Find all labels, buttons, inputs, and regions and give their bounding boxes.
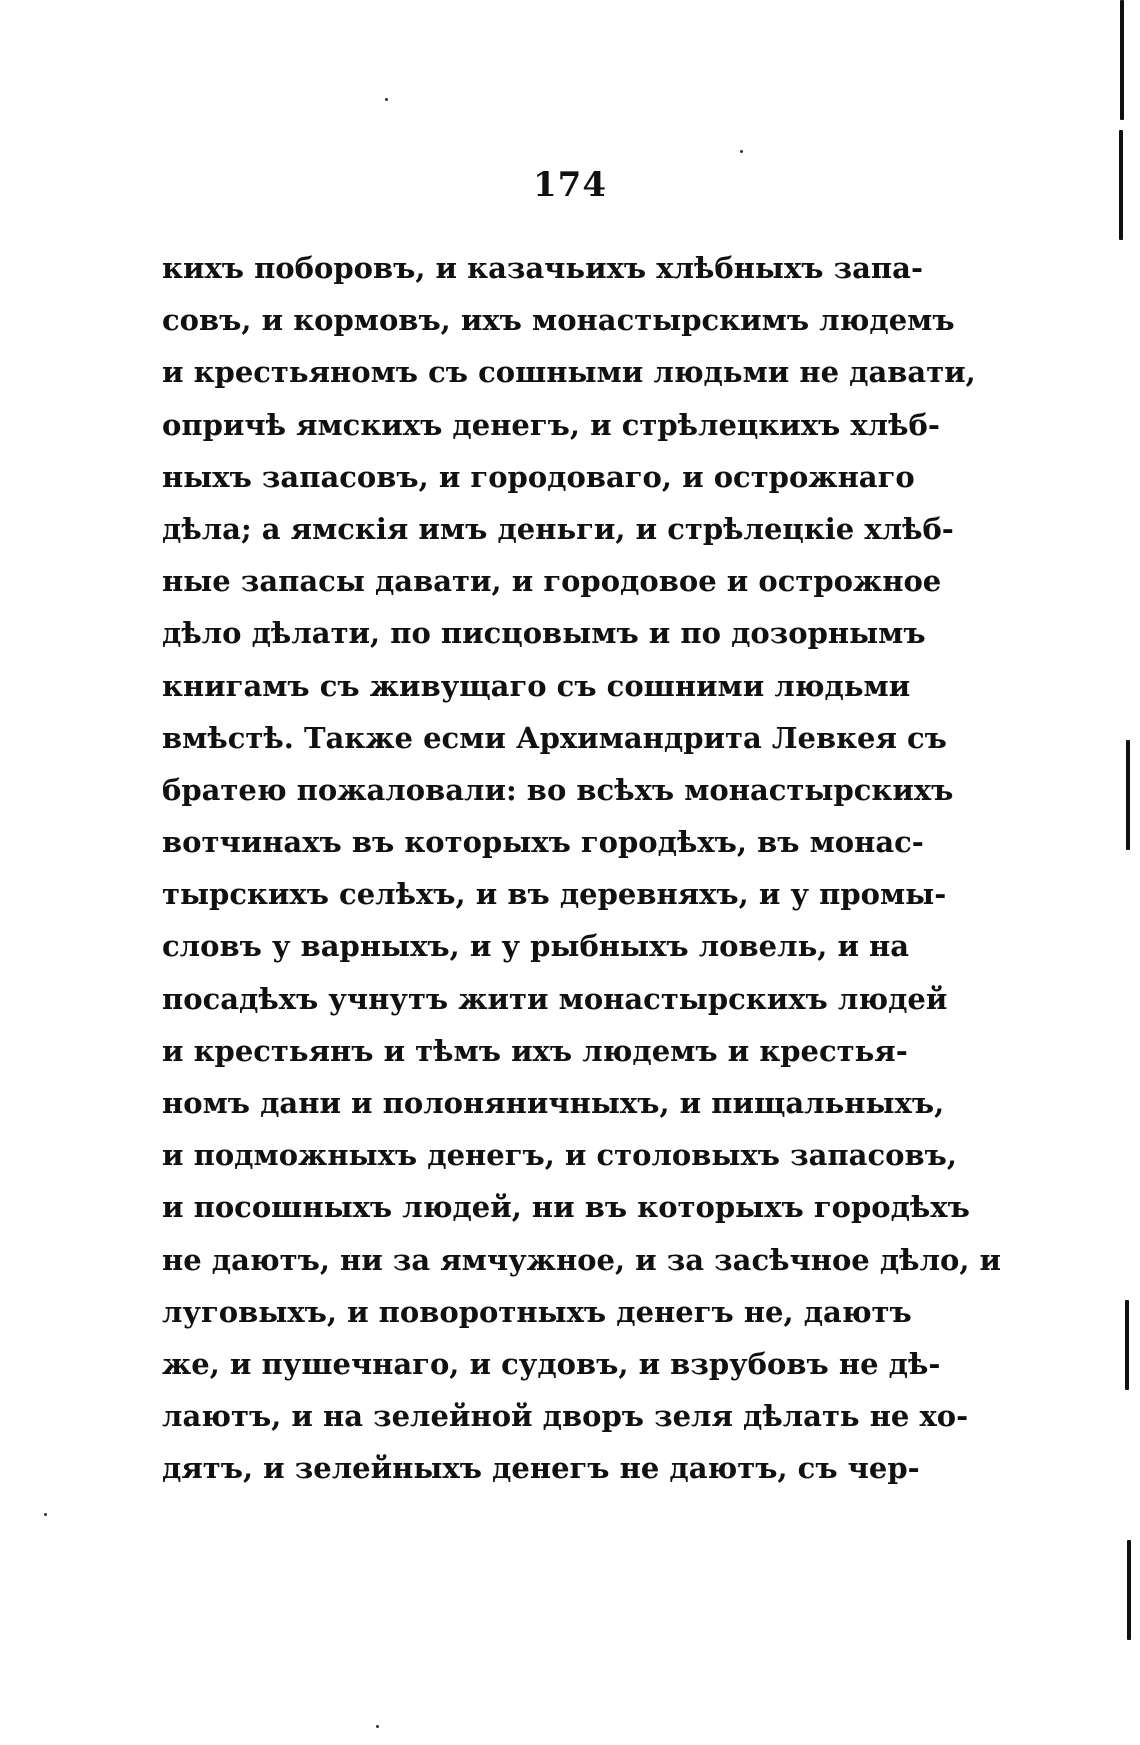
text-line: дѣло дѣлати, по писцовымъ и по дозорнымъ (162, 616, 926, 651)
text-line: и посошныхъ людей, ни въ которыхъ городѣхъ (162, 1190, 970, 1225)
text-line: тырскихъ селѣхъ, и въ деревняхъ, и у промы- (162, 877, 947, 912)
scan-edge-mark (1119, 130, 1123, 240)
text-line: словъ у варныхъ, и у рыбныхъ ловель, и на (162, 929, 910, 964)
text-line: дятъ, и зелейныхъ денегъ не даютъ, съ чер- (162, 1451, 920, 1486)
text-line: опричѣ ямскихъ денегъ, и стрѣлецкихъ хлѣб- (162, 407, 940, 442)
text-line: не даютъ, ни за ямчужное, и за засѣчное дѣло, и (162, 1242, 1002, 1277)
page-number: 174 (533, 165, 607, 205)
text-line: посадѣхъ учнутъ жити монастырскихъ людей (162, 981, 948, 1016)
text-line: номъ дани и полоняничныхъ, и пищальныхъ, (162, 1086, 945, 1120)
scan-speck (376, 1725, 379, 1728)
text-line: совъ, и кормовъ, ихъ монастырскимъ людемъ (162, 303, 955, 338)
text-line: кихъ поборовъ, и казачьихъ хлѣбныхъ запа- (162, 251, 923, 285)
scan-edge-mark (1126, 740, 1130, 850)
text-line: вмѣстѣ. Также есми Архимандрита Левкея съ (162, 720, 947, 755)
text-line: ные запасы давати, и городовое и острожное (162, 564, 942, 599)
text-line: ныхъ запасовъ, и городоваго, и острожнаго (162, 459, 915, 494)
scan-edge-mark (1127, 1540, 1131, 1640)
text-line: вотчинахъ въ которыхъ городѣхъ, въ монас- (162, 825, 924, 860)
text-line: луговыхъ, и поворотныхъ денегъ не, даютъ (162, 1294, 912, 1329)
text-line: и крестьяномъ съ сошными людьми не давати, (162, 355, 976, 390)
scan-edge-mark (1125, 1300, 1129, 1390)
text-line: и подможныхъ денегъ, и столовыхъ запасовъ, (162, 1138, 957, 1173)
text-line: книгамъ съ живущаго съ сошними людьми (162, 668, 911, 703)
scan-speck (385, 98, 388, 101)
scan-speck (44, 1513, 47, 1516)
text-line: и крестьянъ и тѣмъ ихъ людемъ и крестья- (162, 1033, 908, 1068)
text-line: дѣла; а ямскія имъ деньги, и стрѣлецкіе хлѣб- (162, 511, 954, 546)
text-line: же, и пушечнаго, и судовъ, и взрубовъ не дѣ- (162, 1346, 941, 1381)
scan-edge-mark (1120, 0, 1124, 120)
body-text (162, 242, 1002, 1495)
text-line: лаютъ, и на зелейной дворъ зеля дѣлать не хо- (162, 1399, 969, 1434)
scan-speck (740, 150, 743, 153)
text-line: братею пожаловали: во всѣхъ монастырскихъ (162, 772, 954, 807)
